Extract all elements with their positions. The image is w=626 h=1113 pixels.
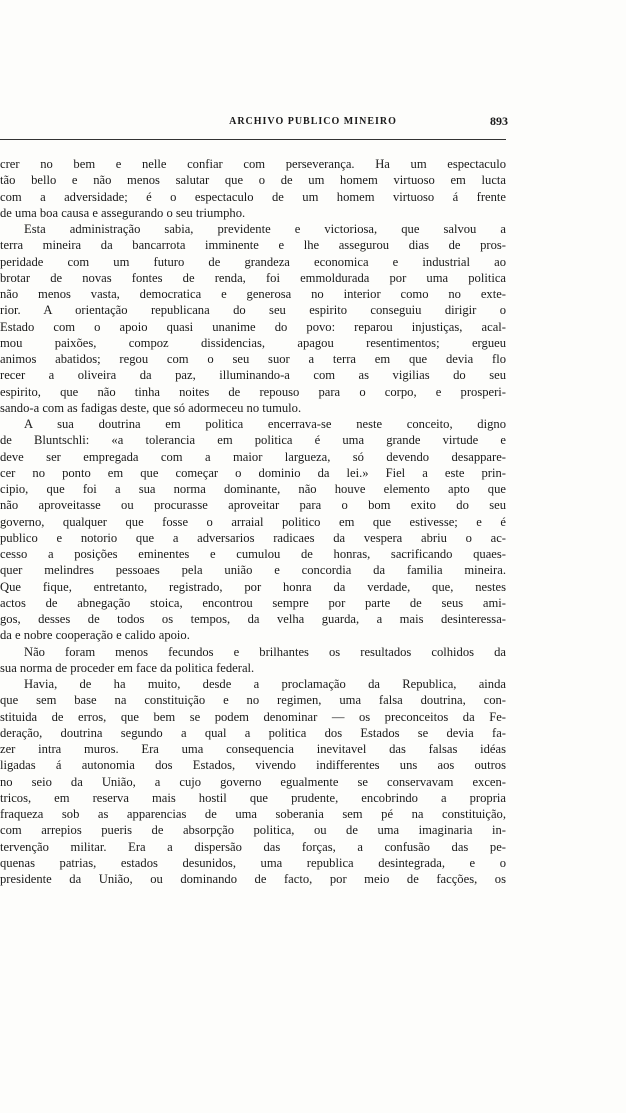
text-line: gos, desses de todos os tempos, da velha guarda, a mais desinteressa- (0, 612, 506, 626)
text-line: deve ser empregada com a maior largueza, só devendo desappare- (0, 449, 506, 464)
text-line: da e nobre cooperação e calido apoio. (0, 628, 190, 643)
text-line: cipio, que foi a sua norma dominante, não houve elemento apto que (0, 482, 506, 496)
text-line: Não foram menos fecundos e brilhantes os resultados colhidos da (24, 644, 506, 659)
text-line: de uma boa causa e assegurando o seu triumpho. (0, 205, 246, 220)
text-line: mou paixões, compoz dissidencias, apagou resentimentos; ergueu (0, 335, 506, 350)
text-line: que sem base na constituição e no regimen, uma falsa doutrina, con- (0, 693, 506, 708)
running-title: ARCHIVO PUBLICO MINEIRO (229, 116, 397, 127)
text-line: sua norma de proceder em face da politica federal. (0, 660, 255, 675)
text-line: animos abatidos; regou com o seu suor a terra em que devia flo (0, 352, 506, 366)
text-line: quer melindres pessoaes pela união e concordia da familia mineira. (0, 563, 506, 578)
header-rule (0, 139, 506, 140)
text-line: com a adversidade; é o espectaculo de um homem virtuoso á frente (0, 189, 506, 204)
text-line: tervenção militar. Era a dispersão das forças, a confusão das pe- (0, 839, 506, 854)
text-line: recer a oliveira da paz, illuminando-a com as vigilias do seu (0, 368, 506, 383)
text-line: stituida de erros, que bem se podem denominar — os preconceitos da Fe- (0, 709, 506, 724)
text-line: cer no ponto em que começar o dominio da lei.» Fiel a este prin- (0, 465, 506, 480)
text-line: Esta administração sabia, previdente e victoriosa, que salvou a (24, 222, 506, 236)
text-line: publico e notorio que a adversarios radicaes da vespera abriu o ac- (0, 530, 506, 545)
text-line: ligadas á autonomia dos Estados, vivendo indifferentes uns aos outros (0, 758, 506, 773)
text-line: no seio da União, a cujo governo egualmente se conservavam excen- (0, 774, 506, 789)
text-line: tão bello e não menos salutar que o de um homem virtuoso em lucta (0, 173, 506, 188)
text-line: governo, qualquer que fosse o arraial politico em que estivesse; e é (0, 514, 506, 529)
text-line: brotar de novas fontes de renda, foi emmoldurada por uma politica (0, 270, 506, 285)
text-line: peridade com um futuro de grandeza economica e industrial ao (0, 254, 506, 269)
text-line: quenas patrias, estados desunidos, uma republica desintegrada, e o (0, 855, 506, 870)
body-text (0, 156, 506, 887)
text-line: rior. A orientação republicana do seu espirito conseguiu dirigir o (0, 303, 506, 318)
text-line: cesso a posições eminentes e cumulou de honras, sacrificando quaes- (0, 547, 506, 561)
text-line: não menos vasta, democratica e generosa no interior como no exte- (0, 287, 506, 301)
text-line: Que fique, entretanto, registrado, por honra da verdade, que, nestes (0, 579, 506, 594)
text-line: fraqueza sob as apparencias de uma soberania sem pé na constituição, (0, 807, 506, 821)
text-line: crer no bem e nelle confiar com perseverança. Ha um espectaculo (0, 157, 506, 171)
text-line: não aproveitasse ou procurasse aproveitar para o bom exito do seu (0, 498, 506, 513)
text-line: deração, doutrina segundo a qual a politica dos Estados se devia fa- (0, 725, 506, 740)
running-header (0, 116, 626, 132)
text-line: actos de abnegação stoica, encontrou sempre por parte de seus ami- (0, 595, 506, 610)
text-line: espirito, que não tinha noites de repouso para o corpo, e prosperi- (0, 384, 506, 399)
text-line: sando-a com as fadigas deste, que só adormeceu no tumulo. (0, 400, 302, 415)
text-line: terra mineira da bancarrota imminente e lhe assegurou dias de pros- (0, 238, 506, 253)
page-number: 893 (490, 114, 508, 128)
text-line: A sua doutrina em politica encerrava-se neste conceito, digno (24, 417, 506, 431)
text-line: com arrepios pueris de absorpção politica, ou de uma imaginaria in- (0, 823, 506, 838)
text-line: Havia, de ha muito, desde a proclamação da Republica, ainda (24, 677, 506, 691)
text-line: tricos, em reserva mais hostil que prudente, encobrindo a propria (0, 790, 506, 805)
text-line: presidente da União, ou dominando de facto, por meio de facções, os (0, 872, 506, 886)
text-line: Estado com o apoio quasi unanime do povo: reparou injustiças, acal- (0, 319, 506, 334)
text-line: zer intra muros. Era uma consequencia inevitavel das falsas idéas (0, 742, 506, 756)
text-line: de Bluntschli: «a tolerancia em politica é uma grande virtude e (0, 433, 506, 448)
